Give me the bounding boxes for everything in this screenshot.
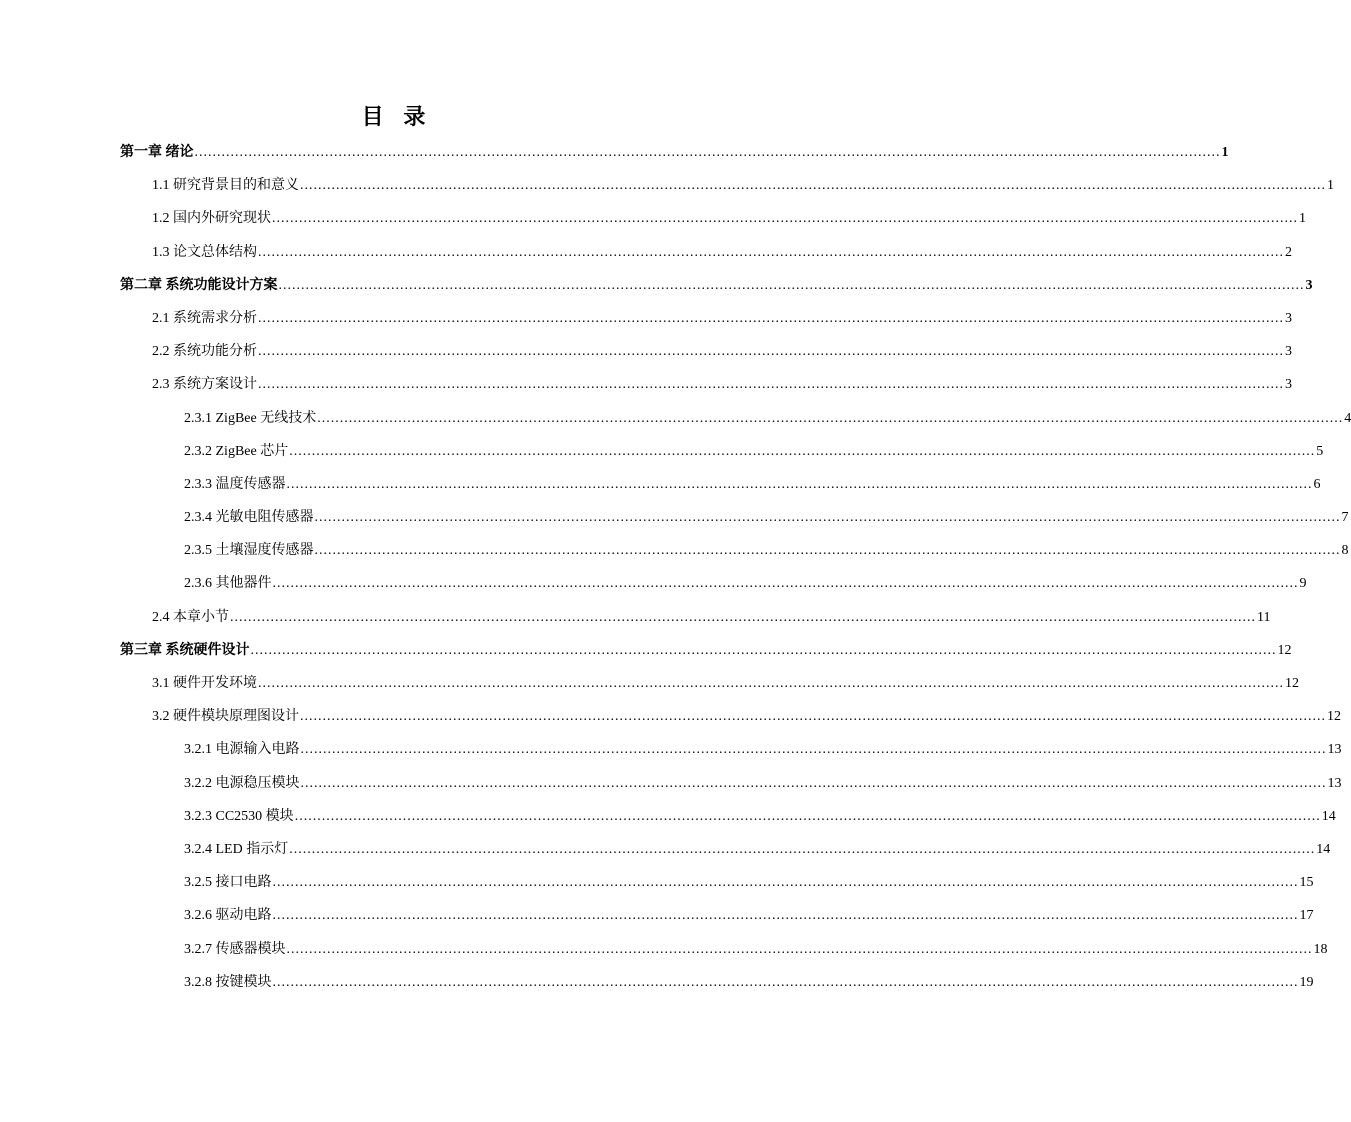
- toc-entry-label: 第二章 系统功能设计方案: [120, 277, 278, 293]
- toc-chapter-3[interactable]: [120, 634, 1292, 667]
- toc-entry-label: 1.2 国内外研究现状: [152, 211, 271, 227]
- dot-leader: ....................................................................................................................................................................................................................................: [272, 908, 1299, 924]
- toc-entry-label: 2.3.5 土壤湿度传感器: [184, 543, 314, 559]
- toc-section-1-3[interactable]: [120, 236, 1292, 269]
- dot-leader: ....................................................................................................................................................................................................................................: [314, 543, 1341, 559]
- toc-entry-label: 3.2.8 按键模块: [184, 974, 272, 990]
- toc-entry-label: 3.2.7 传感器模块: [184, 941, 286, 957]
- toc-entry-label: 3.2 硬件模块原理图设计: [152, 709, 299, 725]
- toc-section-2-3[interactable]: [120, 368, 1292, 401]
- dot-leader: ....................................................................................................................................................................................................................................: [294, 808, 1321, 824]
- toc-chapter-1[interactable]: [120, 136, 1229, 169]
- toc-page-number: 3: [1285, 377, 1292, 393]
- toc-page-number: 14: [1321, 808, 1336, 824]
- toc-page-number: 17: [1299, 908, 1314, 924]
- toc-entry-label: 2.3.3 温度传感器: [184, 476, 286, 492]
- toc-subsection-3-2-5[interactable]: [120, 866, 1314, 899]
- dot-leader: ....................................................................................................................................................................................................................................: [286, 941, 1313, 957]
- toc-subsection-2-3-2[interactable]: [120, 435, 1324, 468]
- toc-page-number: 4: [1344, 410, 1351, 426]
- toc-page-number: 1: [1299, 211, 1306, 227]
- toc-page-number: 11: [1257, 609, 1271, 625]
- toc-entry-label: 3.2.5 接口电路: [184, 875, 272, 891]
- toc-page-number: 3: [1285, 344, 1292, 360]
- toc-subsection-2-3-4[interactable]: [120, 501, 1349, 534]
- page-title: 目 录: [361, 105, 432, 130]
- toc-page-number: 6: [1313, 476, 1321, 492]
- toc-entry-label: 2.3.1 ZigBee 无线技术: [184, 410, 317, 426]
- toc-entry-label: 2.3 系统方案设计: [152, 377, 257, 393]
- toc-subsection-3-2-4[interactable]: [120, 833, 1331, 866]
- toc-subsection-3-2-6[interactable]: [120, 899, 1314, 932]
- dot-leader: ....................................................................................................................................................................................................................................: [258, 377, 1284, 393]
- toc-page-number: 12: [1327, 709, 1341, 725]
- toc-page-number: 1: [1221, 145, 1229, 160]
- toc-entry-label: 3.2.4 LED 指示灯: [184, 841, 289, 857]
- toc-entry-label: 1.1 研究背景目的和意义: [152, 178, 299, 194]
- toc-section-3-1[interactable]: [120, 667, 1299, 700]
- toc-page-number: 1: [1327, 178, 1334, 194]
- dot-leader: ....................................................................................................................................................................................................................................: [289, 443, 1316, 459]
- toc-entry-label: 1.3 论文总体结构: [152, 244, 257, 260]
- toc-page-number: 9: [1299, 576, 1307, 592]
- dot-leader: ....................................................................................................................................................................................................................................: [272, 974, 1299, 990]
- toc-section-1-2[interactable]: [120, 202, 1306, 235]
- toc-page-number: 8: [1341, 543, 1349, 559]
- toc-page-number: 12: [1285, 676, 1299, 691]
- toc-entry-label: 2.3.2 ZigBee 芯片: [184, 443, 289, 459]
- dot-leader: ....................................................................................................................................................................................................................................: [250, 642, 1277, 658]
- toc-subsection-3-2-1[interactable]: [120, 733, 1342, 766]
- toc-entry-label: 2.2 系统功能分析: [152, 344, 257, 360]
- toc-subsection-3-2-3[interactable]: [120, 800, 1336, 833]
- toc-subsection-2-3-5[interactable]: [120, 534, 1349, 567]
- dot-leader: ....................................................................................................................................................................................................................................: [272, 875, 1299, 891]
- toc-subsection-2-3-6[interactable]: [120, 567, 1307, 600]
- toc-page-number: 5: [1316, 443, 1324, 459]
- toc-chapter-2[interactable]: [120, 269, 1313, 302]
- toc-page-number: 14: [1316, 841, 1331, 857]
- toc-section-2-1[interactable]: [120, 302, 1292, 335]
- toc-subsection-3-2-2[interactable]: [120, 767, 1342, 800]
- toc-page-number: 13: [1327, 775, 1342, 791]
- toc-entry-label: 2.1 系统需求分析: [152, 310, 257, 326]
- dot-leader: ....................................................................................................................................................................................................................................: [258, 244, 1284, 260]
- dot-leader: ....................................................................................................................................................................................................................................: [272, 576, 1299, 592]
- dot-leader: ....................................................................................................................................................................................................................................: [272, 211, 1298, 227]
- toc-entry-label: 3.1 硬件开发环境: [152, 676, 257, 691]
- toc-entry-label: 3.2.2 电源稳压模块: [184, 775, 300, 791]
- toc-entry-label: 2.3.6 其他器件: [184, 576, 272, 592]
- toc-entry-label: 3.2.1 电源输入电路: [184, 742, 300, 758]
- dot-leader: ....................................................................................................................................................................................................................................: [194, 145, 1221, 160]
- dot-leader: ....................................................................................................................................................................................................................................: [258, 344, 1284, 360]
- toc-section-3-2[interactable]: [120, 700, 1341, 733]
- toc-page-number: 3: [1305, 277, 1313, 293]
- dot-leader: ....................................................................................................................................................................................................................................: [317, 410, 1344, 426]
- toc-page-number: 12: [1277, 642, 1292, 658]
- toc-page-number: 15: [1299, 875, 1314, 891]
- dot-leader: ....................................................................................................................................................................................................................................: [258, 676, 1284, 691]
- toc-page-number: 18: [1313, 941, 1328, 957]
- dot-leader: ....................................................................................................................................................................................................................................: [300, 742, 1327, 758]
- toc-subsection-2-3-3[interactable]: [120, 468, 1321, 501]
- dot-leader: ....................................................................................................................................................................................................................................: [278, 277, 1305, 293]
- toc-entry-label: 3.2.6 驱动电路: [184, 908, 272, 924]
- toc-entry-label: 第一章 绪论: [120, 145, 194, 160]
- dot-leader: ....................................................................................................................................................................................................................................: [314, 510, 1341, 526]
- dot-leader: ....................................................................................................................................................................................................................................: [258, 310, 1284, 326]
- toc-page-number: 13: [1327, 742, 1342, 758]
- toc-page-number: 2: [1285, 244, 1292, 260]
- toc-entry-label: 2.4 本章小节: [152, 609, 229, 625]
- dot-leader: ....................................................................................................................................................................................................................................: [300, 775, 1327, 791]
- toc-entry-label: 2.3.4 光敏电阻传感器: [184, 510, 314, 526]
- dot-leader: ....................................................................................................................................................................................................................................: [230, 609, 1256, 625]
- table-of-contents: [120, 136, 1351, 999]
- toc-subsection-3-2-7[interactable]: [120, 933, 1328, 966]
- dot-leader: ....................................................................................................................................................................................................................................: [286, 476, 1313, 492]
- toc-page-number: 7: [1341, 510, 1349, 526]
- toc-section-1-1[interactable]: [120, 169, 1334, 202]
- dot-leader: ....................................................................................................................................................................................................................................: [300, 709, 1326, 725]
- toc-entry-label: 第三章 系统硬件设计: [120, 642, 250, 658]
- toc-subsection-2-3-1[interactable]: [120, 402, 1351, 435]
- toc-section-2-4[interactable]: [120, 601, 1271, 634]
- dot-leader: ....................................................................................................................................................................................................................................: [289, 841, 1316, 857]
- toc-page-number: 19: [1299, 974, 1314, 990]
- toc-entry-label: 3.2.3 CC2530 模块: [184, 808, 294, 824]
- dot-leader: ....................................................................................................................................................................................................................................: [300, 178, 1326, 194]
- toc-section-2-2[interactable]: [120, 335, 1292, 368]
- toc-subsection-3-2-8[interactable]: [120, 966, 1314, 999]
- toc-page-number: 3: [1285, 310, 1292, 326]
